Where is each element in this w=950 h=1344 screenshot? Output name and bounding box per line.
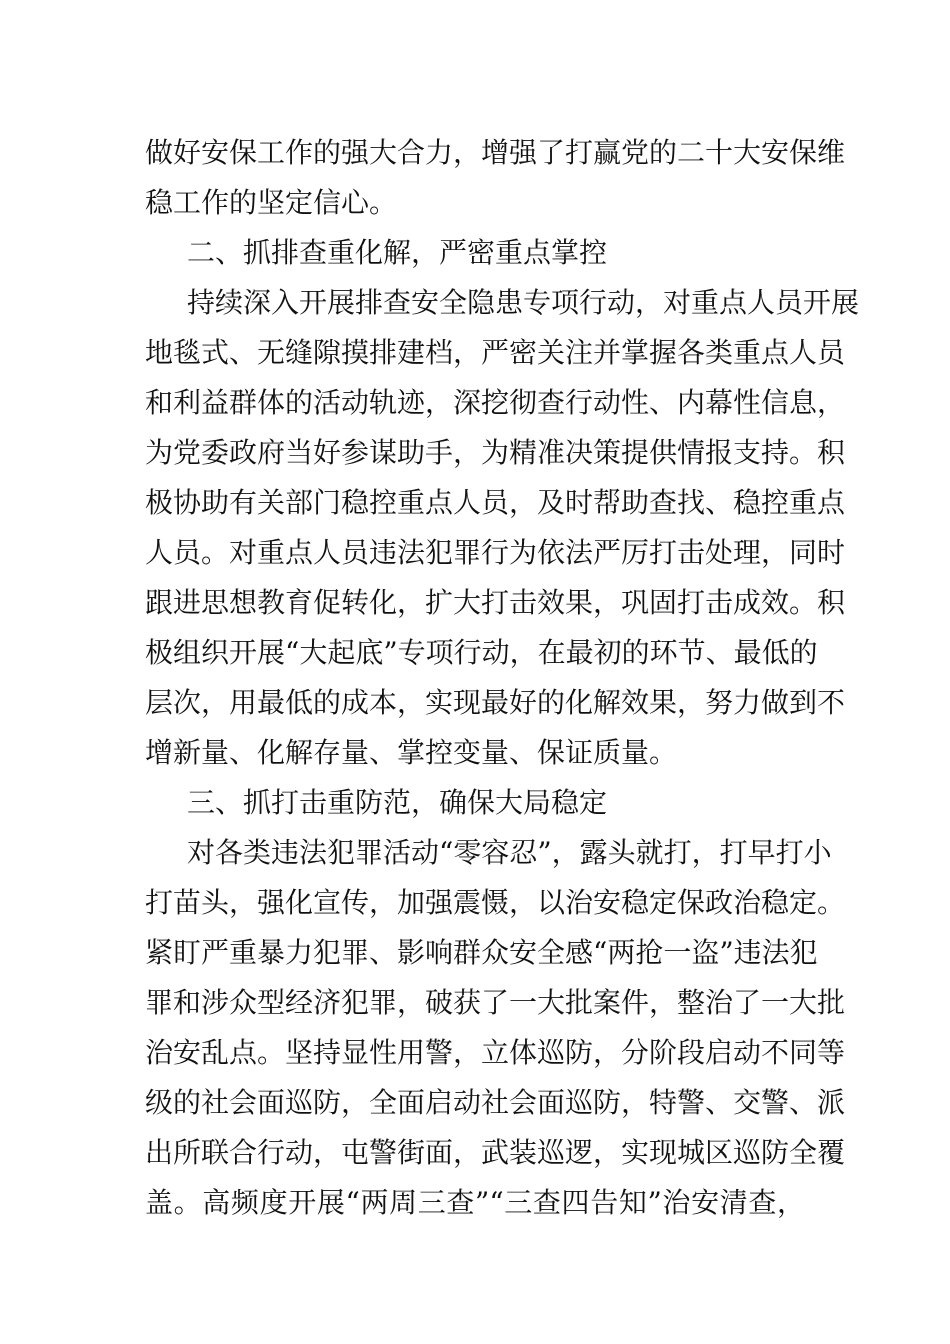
body-text-line: 极组织开展“大起底”专项行动，在最初的环节、最低的 [145,636,818,669]
body-text-line: 级的社会面巡防，全面启动社会面巡防，特警、交警、派 [145,1086,846,1119]
body-text-line: 人员。对重点人员违法犯罪行为依法严厉打击处理，同时 [145,536,846,569]
body-text-line: 层次，用最低的成本，实现最好的化解效果，努力做到不 [145,686,846,719]
body-text-line: 对各类违法犯罪活动“零容忍”，露头就打，打早打小 [187,836,832,869]
section-heading: 三、抓打击重防范，确保大局稳定 [187,786,608,819]
body-text-line: 盖。高频度开展“两周三查”“三查四告知”治安清查， [145,1186,805,1219]
body-text-line: 和利益群体的活动轨迹，深挖彻查行动性、内幕性信息， [145,386,846,419]
body-text-line: 治安乱点。坚持显性用警，立体巡防，分阶段启动不同等 [145,1036,846,1069]
section-heading: 二、抓排查重化解，严密重点掌控 [187,236,608,269]
body-text-line: 为党委政府当好参谋助手，为精准决策提供情报支持。积 [145,436,846,469]
body-text-line: 稳工作的坚定信心。 [145,186,398,219]
body-text-line: 极协助有关部门稳控重点人员，及时帮助查找、稳控重点 [145,486,846,519]
body-text-line: 跟进思想教育促转化，扩大打击效果，巩固打击成效。积 [145,586,846,619]
body-text-line: 做好安保工作的强大合力，增强了打赢党的二十大安保维 [145,136,846,169]
body-text-line: 出所联合行动，屯警街面，武装巡逻，实现城区巡防全覆 [145,1136,846,1169]
body-text-line: 地毯式、无缝隙摸排建档，严密关注并掌握各类重点人员 [145,336,846,369]
body-text-line: 持续深入开展排查安全隐患专项行动，对重点人员开展 [187,286,860,319]
body-text-line: 增新量、化解存量、掌控变量、保证质量。 [145,736,678,769]
body-text-line: 罪和涉众型经济犯罪，破获了一大批案件，整治了一大批 [145,986,846,1019]
body-text-line: 紧盯严重暴力犯罪、影响群众安全感“两抢一盗”违法犯 [145,936,818,969]
body-text-line: 打苗头，强化宣传，加强震慑，以治安稳定保政治稳定。 [145,886,846,919]
